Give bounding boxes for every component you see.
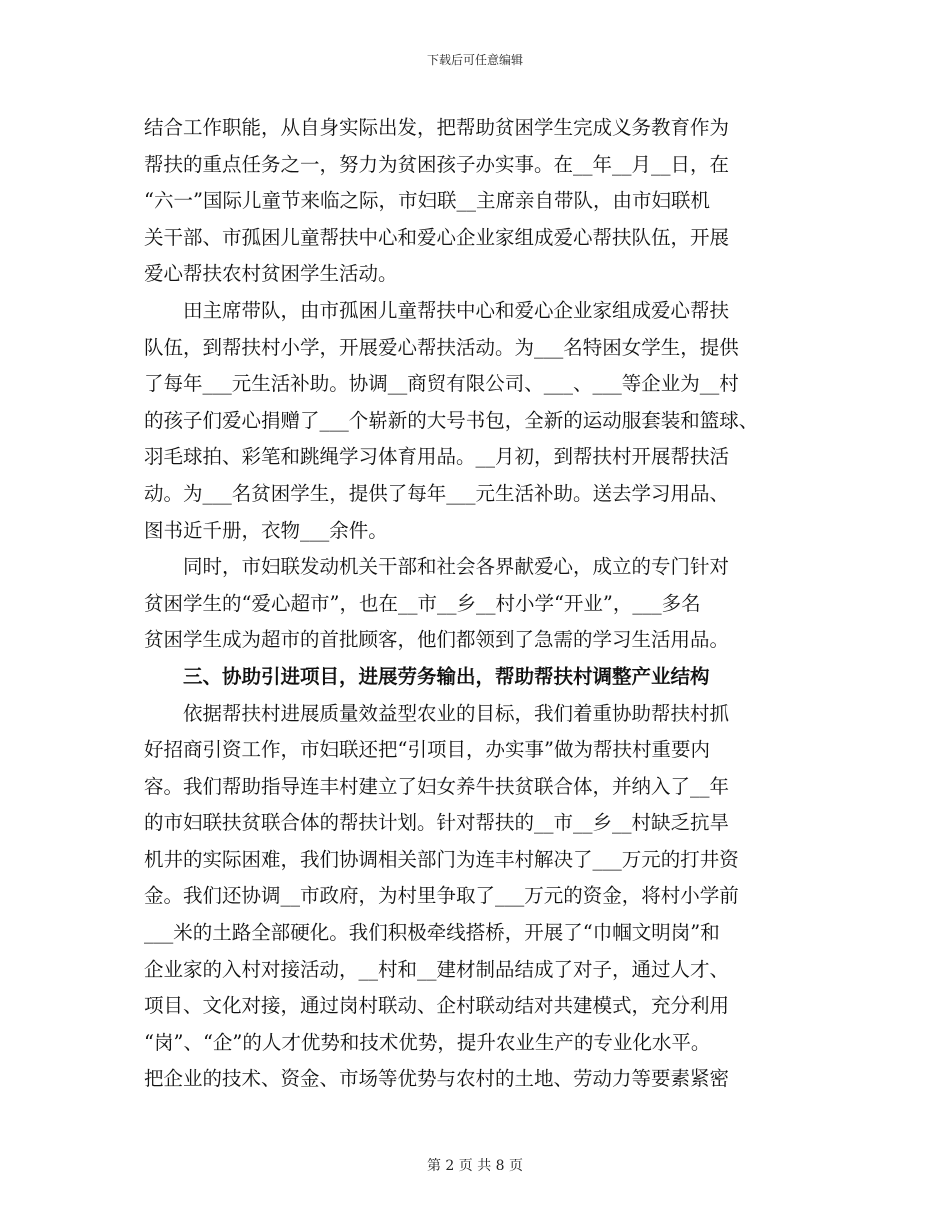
heading-line: 三、协助引进项目，进展劳务输出，帮助帮扶村调整产业结构 [144,664,710,688]
document-body [144,110,824,1098]
text-line: 的孩子们爱心捐赠了___个崭新的大号书包，全新的运动服套装和篮球、 [144,408,759,432]
text-line: 同时，市妇联发动机关干部和社会各界献爱心，成立的专门针对 [144,555,730,579]
text-line: 金。我们还协调__市政府，为村里争取了___万元的资金，将村小学前 [144,884,739,908]
text-line: 贫困学生的“爱心超市”，也在__市__乡__村小学“开业”，___多名 [144,591,701,615]
text-line: 结合工作职能，从自身实际出发，把帮助贫困学生完成义务教育作为 [144,116,730,139]
paragraph-2 [144,293,824,549]
text-line: 依据帮扶村进展质量效益型农业的目标，我们着重协助帮扶村抓 [144,701,730,725]
text-line: 帮扶的重点任务之一，努力为贫困孩子办实事。在__年__月__日，在 [144,152,730,176]
text-line: ___米的土路全部硬化。我们积极牵线搭桥，开展了“巾帼文明岗”和 [144,921,720,945]
text-line: 把企业的技术、资金、市场等优势与农村的土地、劳动力等要素紧密 [144,1067,730,1091]
paragraph-3 [144,549,824,659]
text-line: 企业家的入村对接活动，__村和__建材制品结成了对子，通过人才、 [144,957,730,981]
text-line: 羽毛球拍、彩笔和跳绳学习体育用品。__月初，到帮扶村开展帮扶活 [144,445,730,469]
text-line: 图书近千册，衣物___余件。 [144,518,388,542]
text-line: 田主席带队，由市孤困儿童帮扶中心和爱心企业家组成爱心帮扶 [144,298,730,322]
text-line: 了每年___元生活补助。协调__商贸有限公司、___、___等企业为__村 [144,372,739,396]
text-line: 机井的实际困难，我们协调相关部门为连丰村解决了___万元的打井资 [144,847,739,871]
paragraph-1 [144,110,824,293]
text-line: 关干部、市孤困儿童帮扶中心和爱心企业家组成爱心帮扶队伍，开展 [144,225,730,249]
page-header: 下载后可任意编辑 [426,53,523,67]
text-line: 贫困学生成为超市的首批顾客，他们都领到了急需的学习生活用品。 [144,628,730,652]
text-line: 容。我们帮助指导连丰村建立了妇女养牛扶贫联合体，并纳入了__年 [144,774,730,798]
text-line: 项目、文化对接，通过岗村联动、企村联动结对共建模式，充分利用 [144,994,730,1018]
paragraph-4 [144,696,824,1099]
section-heading [144,659,824,696]
text-line: 的市妇联扶贫联合体的帮扶计划。针对帮扶的__市__乡__村缺乏抗旱 [144,811,730,835]
page-footer: 第 2 页 共 8 页 [426,1158,524,1174]
text-line: 好招商引资工作，市妇联还把“引项目，办实事”做为帮扶村重要内 [144,738,710,762]
text-line: 动。为___名贫困学生，提供了每年___元生活补助。送去学习用品、 [144,481,730,505]
text-line: 队伍，到帮扶村小学，开展爱心帮扶活动。为___名特困女学生，提供 [144,335,739,359]
text-line: “岗”、“企”的人才优势和技术优势，提升农业生产的专业化水平。 [144,1030,711,1054]
text-line: 爱心帮扶农村贫困学生活动。 [144,262,398,286]
text-line: “六一”国际儿童节来临之际，市妇联__主席亲自带队，由市妇联机 [144,189,710,213]
